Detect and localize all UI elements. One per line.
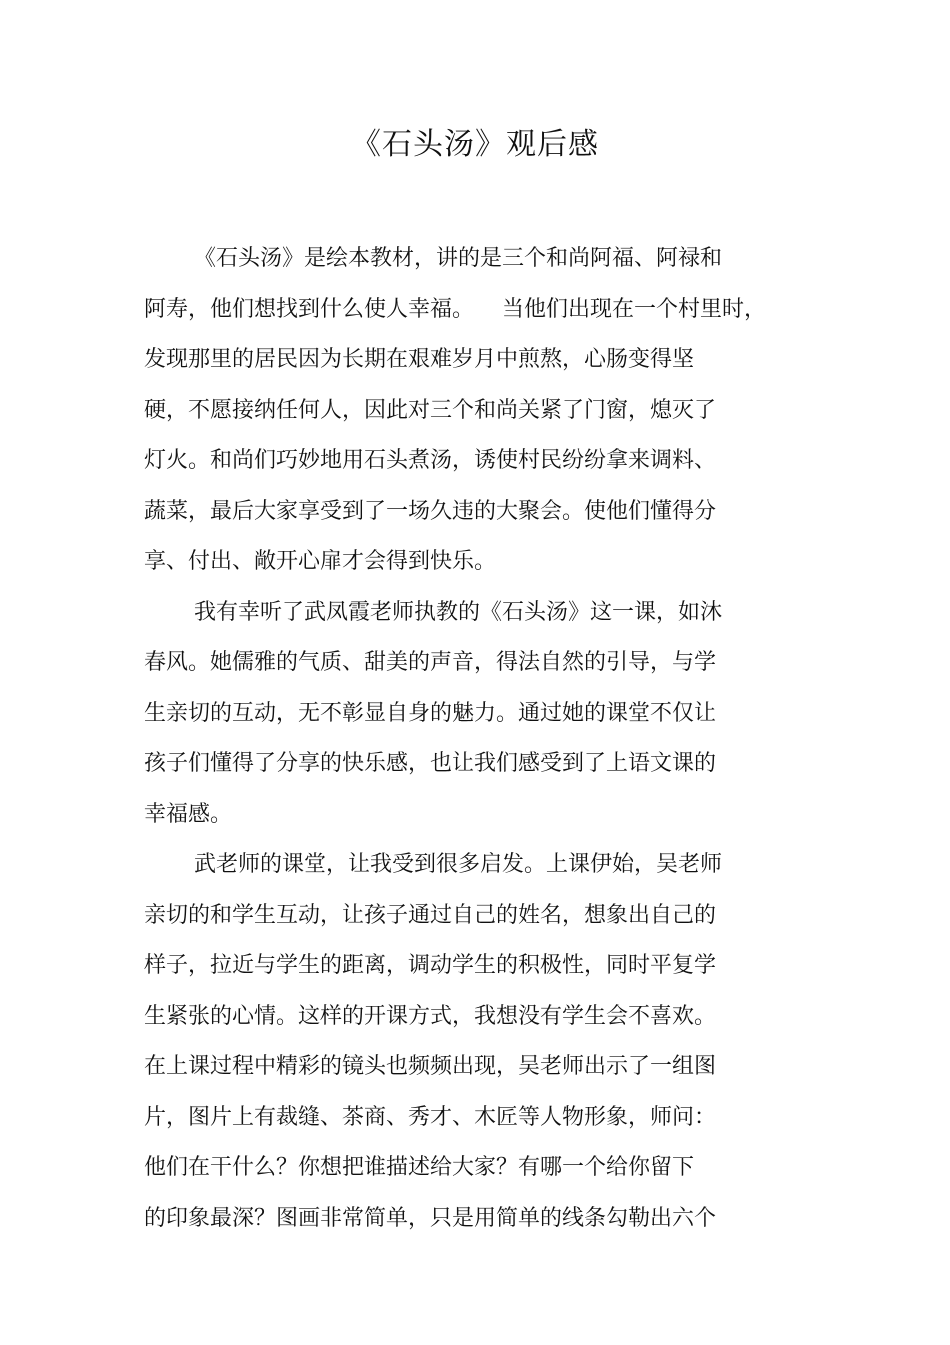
- body-text-line: 孩子们懂得了分享的快乐感，也让我们感受到了上语文课的: [144, 751, 717, 776]
- body-text-line: 阿寿，他们想找到什么使人幸福。 当他们出现在一个村里时，: [144, 296, 766, 322]
- body-text-line: 发现那里的居民因为长期在艰难岁月中煎熬，心肠变得坚: [144, 347, 695, 372]
- document-title: 《石头汤》观后感: [351, 127, 599, 162]
- document-body: [144, 234, 784, 1244]
- body-text-line: 享、付出、敞开心扉才会得到快乐。: [144, 549, 497, 574]
- body-text-line: 的印象最深？图画非常简单，只是用简单的线条勾勒出六个: [144, 1205, 717, 1231]
- body-text-line: 样子，拉近与学生的距离，调动学生的积极性，同时平复学: [144, 953, 717, 978]
- body-text-line: 生亲切的互动，无不彰显自身的魅力。通过她的课堂不仅让: [144, 700, 717, 726]
- body-text-line: 硬，不愿接纳任何人，因此对三个和尚关紧了门窗，熄灭了: [144, 397, 717, 423]
- body-text-line: 他们在干什么？你想把谁描述给大家？有哪一个给你留下: [144, 1155, 695, 1180]
- body-text-line: 我有幸听了武凤霞老师执教的《石头汤》这一课，如沐: [194, 599, 723, 625]
- body-text-line: 蔬菜，最后大家享受到了一场久违的大聚会。使他们懂得分: [144, 498, 717, 524]
- body-text-line: 在上课过程中精彩的镜头也频频出现，吴老师出示了一组图: [144, 1054, 717, 1079]
- body-text-line: 亲切的和学生互动，让孩子通过自己的姓名，想象出自己的: [144, 902, 717, 928]
- body-text-line: 片，图片上有裁缝、茶商、秀才、木匠等人物形象，师问：: [144, 1104, 717, 1130]
- body-text-line: 幸福感。: [144, 801, 233, 827]
- body-text-line: 生紧张的心情。这样的开课方式，我想没有学生会不喜欢。: [144, 1003, 717, 1029]
- body-text-line: 春风。她儒雅的气质、甜美的声音，得法自然的引导，与学: [144, 650, 717, 675]
- body-text-line: 《石头汤》是绘本教材，讲的是三个和尚阿福、阿禄和: [194, 246, 723, 271]
- body-text-line: 武老师的课堂，让我受到很多启发。上课伊始，吴老师: [194, 852, 723, 877]
- body-text-line: 灯火。和尚们巧妙地用石头煮汤，诱使村民纷纷拿来调料、: [144, 448, 717, 473]
